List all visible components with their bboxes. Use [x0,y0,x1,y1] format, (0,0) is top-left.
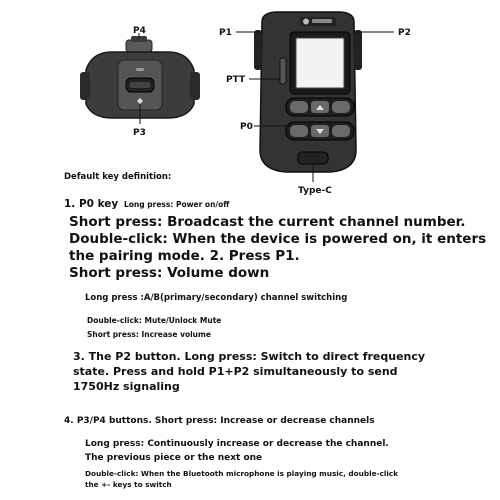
label-p2: P2 [398,28,411,38]
usb-port-inner [130,82,150,88]
section4-line4: the +- keys to switch [85,480,172,489]
right-ear [190,72,200,100]
section1-big-line2: Double-click: When the device is powered on, it enters [69,231,487,247]
label-p3: P3 [133,128,146,138]
device-diagram [0,0,500,200]
heading-default-keys: Default key definition: [64,172,172,182]
section3-line3: 1750Hz signaling [73,380,180,393]
label-typec: Type-C [298,186,332,196]
section2-long-press: Long press :A/B(primary/secondary) channel switching [85,293,348,303]
p1-button [290,101,308,113]
section4-line1: Long press: Continuously increase or decrease the channel. [85,439,389,449]
section4-title: 4. P3/P4 buttons. Short press: Increase or decrease channels [64,416,375,426]
screen [296,38,344,88]
p2-button [332,101,350,113]
brand-text-mark [312,19,332,23]
label-p1: P1 [219,28,232,38]
side-right-button [332,125,350,137]
device-front-view [236,12,394,182]
device-side-view [80,33,200,124]
ptt-button [280,58,286,84]
section4-line3: Double-click: When the Bluetooth microphone is playing music, double-click [85,469,399,478]
front-right-ear [354,30,362,70]
section1-title: 1. P0 key [64,198,119,210]
section1-big-line4: Short press: Volume down [69,265,270,281]
label-ptt: PTT [226,75,246,85]
section4-line2: The previous piece or the next one [85,453,263,463]
section1-big-line3: the pairing mode. 2. Press P1. [69,248,300,264]
p0-button [290,125,308,137]
label-p0: P0 [240,122,253,132]
section1-long-press: Long press: Power on/off [124,200,230,209]
brand-logo-icon [303,19,309,25]
section1-big-line1: Short press: Broadcast the current channel number. [69,214,466,230]
front-left-ear [254,30,262,70]
p4-slot [136,68,144,71]
label-p4: P4 [133,26,146,36]
section3-line1: 3. The P2 button. Long press: Switch to direct frequency [73,350,426,363]
section2-double-click: Double-click: Mute/Unlock Mute [87,316,222,325]
typec-port [298,152,328,164]
section3-line2: state. Press and hold P1+P2 simultaneously to send [73,365,398,378]
left-ear [80,72,90,100]
section2-short-press: Short press: Increase volume [87,330,211,339]
